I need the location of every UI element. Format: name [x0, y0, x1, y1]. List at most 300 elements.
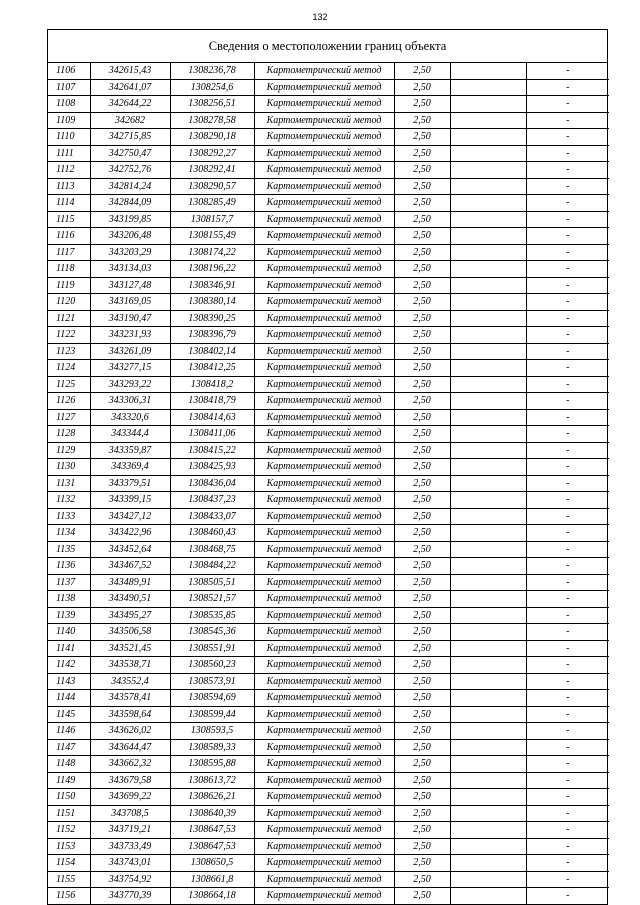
method-cell: Картометрический метод	[254, 261, 394, 278]
accuracy-cell: 2,50	[394, 640, 450, 657]
extra-cell	[450, 657, 526, 674]
description-cell: -	[526, 805, 609, 822]
y-coordinate-cell: 1308661,8	[170, 871, 254, 888]
y-coordinate-cell: 1308285,49	[170, 195, 254, 212]
method-cell: Картометрический метод	[254, 376, 394, 393]
accuracy-cell: 2,50	[394, 690, 450, 707]
description-cell: -	[526, 723, 609, 740]
method-cell: Картометрический метод	[254, 277, 394, 294]
x-coordinate-cell: 343261,09	[90, 343, 170, 360]
method-cell: Картометрический метод	[254, 558, 394, 575]
accuracy-cell: 2,50	[394, 244, 450, 261]
point-number-cell: 1154	[48, 855, 90, 872]
table-row	[48, 145, 609, 162]
point-number-cell: 1156	[48, 888, 90, 904]
description-cell: -	[526, 541, 609, 558]
extra-cell	[450, 360, 526, 377]
point-number-cell: 1155	[48, 871, 90, 888]
method-cell: Картометрический метод	[254, 343, 394, 360]
method-cell: Картометрический метод	[254, 789, 394, 806]
method-cell: Картометрический метод	[254, 855, 394, 872]
extra-cell	[450, 855, 526, 872]
table-row	[48, 888, 609, 904]
method-cell: Картометрический метод	[254, 310, 394, 327]
accuracy-cell: 2,50	[394, 805, 450, 822]
accuracy-cell: 2,50	[394, 657, 450, 674]
y-coordinate-cell: 1308433,07	[170, 508, 254, 525]
description-cell: -	[526, 624, 609, 641]
extra-cell	[450, 492, 526, 509]
table-row	[48, 541, 609, 558]
extra-cell	[450, 822, 526, 839]
description-cell: -	[526, 442, 609, 459]
extra-cell	[450, 789, 526, 806]
description-cell: -	[526, 409, 609, 426]
point-number-cell: 1109	[48, 112, 90, 129]
x-coordinate-cell: 342615,43	[90, 63, 170, 79]
extra-cell	[450, 525, 526, 542]
extra-cell	[450, 178, 526, 195]
table-row	[48, 79, 609, 96]
y-coordinate-cell: 1308664,18	[170, 888, 254, 904]
description-cell: -	[526, 343, 609, 360]
x-coordinate-cell: 342814,24	[90, 178, 170, 195]
accuracy-cell: 2,50	[394, 442, 450, 459]
extra-cell	[450, 723, 526, 740]
table-row	[48, 607, 609, 624]
y-coordinate-cell: 1308418,2	[170, 376, 254, 393]
y-coordinate-cell: 1308560,23	[170, 657, 254, 674]
table-row	[48, 459, 609, 476]
x-coordinate-cell: 343770,39	[90, 888, 170, 904]
description-cell: -	[526, 492, 609, 509]
extra-cell	[450, 63, 526, 79]
method-cell: Картометрический метод	[254, 871, 394, 888]
point-number-cell: 1106	[48, 63, 90, 79]
y-coordinate-cell: 1308437,23	[170, 492, 254, 509]
table-row	[48, 63, 609, 79]
x-coordinate-cell: 343231,93	[90, 327, 170, 344]
table-row	[48, 327, 609, 344]
table-row	[48, 739, 609, 756]
table-row	[48, 657, 609, 674]
description-cell: -	[526, 706, 609, 723]
y-coordinate-cell: 1308292,27	[170, 145, 254, 162]
method-cell: Картометрический метод	[254, 624, 394, 641]
method-cell: Картометрический метод	[254, 112, 394, 129]
point-number-cell: 1131	[48, 475, 90, 492]
y-coordinate-cell: 1308290,18	[170, 129, 254, 146]
method-cell: Картометрический метод	[254, 673, 394, 690]
extra-cell	[450, 459, 526, 476]
accuracy-cell: 2,50	[394, 376, 450, 393]
table-row	[48, 723, 609, 740]
description-cell: -	[526, 63, 609, 79]
accuracy-cell: 2,50	[394, 607, 450, 624]
x-coordinate-cell: 343467,52	[90, 558, 170, 575]
table-row	[48, 706, 609, 723]
table-row	[48, 409, 609, 426]
point-number-cell: 1134	[48, 525, 90, 542]
description-cell: -	[526, 277, 609, 294]
table-row	[48, 624, 609, 641]
x-coordinate-cell: 343306,31	[90, 393, 170, 410]
description-cell: -	[526, 244, 609, 261]
extra-cell	[450, 145, 526, 162]
accuracy-cell: 2,50	[394, 624, 450, 641]
point-number-cell: 1138	[48, 591, 90, 608]
method-cell: Картометрический метод	[254, 657, 394, 674]
extra-cell	[450, 640, 526, 657]
y-coordinate-cell: 1308256,51	[170, 96, 254, 113]
table-row	[48, 310, 609, 327]
y-coordinate-cell: 1308505,51	[170, 574, 254, 591]
method-cell: Картометрический метод	[254, 838, 394, 855]
table-row	[48, 772, 609, 789]
x-coordinate-cell: 343134,03	[90, 261, 170, 278]
method-cell: Картометрический метод	[254, 360, 394, 377]
accuracy-cell: 2,50	[394, 756, 450, 773]
table-row	[48, 492, 609, 509]
accuracy-cell: 2,50	[394, 673, 450, 690]
extra-cell	[450, 228, 526, 245]
point-number-cell: 1140	[48, 624, 90, 641]
x-coordinate-cell: 343199,85	[90, 211, 170, 228]
x-coordinate-cell: 343506,58	[90, 624, 170, 641]
y-coordinate-cell: 1308521,57	[170, 591, 254, 608]
extra-cell	[450, 756, 526, 773]
extra-cell	[450, 574, 526, 591]
accuracy-cell: 2,50	[394, 822, 450, 839]
point-number-cell: 1107	[48, 79, 90, 96]
y-coordinate-cell: 1308535,85	[170, 607, 254, 624]
description-cell: -	[526, 294, 609, 311]
point-number-cell: 1121	[48, 310, 90, 327]
method-cell: Картометрический метод	[254, 640, 394, 657]
accuracy-cell: 2,50	[394, 871, 450, 888]
x-coordinate-cell: 343662,32	[90, 756, 170, 773]
point-number-cell: 1142	[48, 657, 90, 674]
boundary-coordinates-sheet	[47, 29, 608, 905]
description-cell: -	[526, 855, 609, 872]
point-number-cell: 1127	[48, 409, 90, 426]
x-coordinate-cell: 343552,4	[90, 673, 170, 690]
y-coordinate-cell: 1308292,41	[170, 162, 254, 179]
sheet-title: Сведения о местоположении границ объекта	[48, 30, 607, 63]
method-cell: Картометрический метод	[254, 772, 394, 789]
accuracy-cell: 2,50	[394, 772, 450, 789]
point-number-cell: 1139	[48, 607, 90, 624]
extra-cell	[450, 162, 526, 179]
table-row	[48, 855, 609, 872]
y-coordinate-cell: 1308415,22	[170, 442, 254, 459]
x-coordinate-cell: 342844,09	[90, 195, 170, 212]
x-coordinate-cell: 343422,96	[90, 525, 170, 542]
table-row	[48, 129, 609, 146]
x-coordinate-cell: 343699,22	[90, 789, 170, 806]
extra-cell	[450, 376, 526, 393]
y-coordinate-cell: 1308647,53	[170, 822, 254, 839]
accuracy-cell: 2,50	[394, 63, 450, 79]
extra-cell	[450, 607, 526, 624]
x-coordinate-cell: 343578,41	[90, 690, 170, 707]
y-coordinate-cell: 1308396,79	[170, 327, 254, 344]
point-number-cell: 1129	[48, 442, 90, 459]
accuracy-cell: 2,50	[394, 706, 450, 723]
method-cell: Картометрический метод	[254, 442, 394, 459]
point-number-cell: 1137	[48, 574, 90, 591]
point-number-cell: 1120	[48, 294, 90, 311]
method-cell: Картометрический метод	[254, 822, 394, 839]
point-number-cell: 1111	[48, 145, 90, 162]
table-row	[48, 343, 609, 360]
extra-cell	[450, 624, 526, 641]
description-cell: -	[526, 376, 609, 393]
x-coordinate-cell: 343379,51	[90, 475, 170, 492]
coordinates-table	[48, 63, 609, 904]
accuracy-cell: 2,50	[394, 558, 450, 575]
point-number-cell: 1118	[48, 261, 90, 278]
description-cell: -	[526, 690, 609, 707]
table-row	[48, 805, 609, 822]
method-cell: Картометрический метод	[254, 706, 394, 723]
extra-cell	[450, 96, 526, 113]
point-number-cell: 1150	[48, 789, 90, 806]
point-number-cell: 1113	[48, 178, 90, 195]
y-coordinate-cell: 1308196,22	[170, 261, 254, 278]
x-coordinate-cell: 342752,76	[90, 162, 170, 179]
table-row	[48, 871, 609, 888]
table-row	[48, 376, 609, 393]
x-coordinate-cell: 343490,51	[90, 591, 170, 608]
method-cell: Картометрический метод	[254, 178, 394, 195]
table-row	[48, 360, 609, 377]
description-cell: -	[526, 508, 609, 525]
table-row	[48, 261, 609, 278]
description-cell: -	[526, 112, 609, 129]
method-cell: Картометрический метод	[254, 690, 394, 707]
extra-cell	[450, 310, 526, 327]
description-cell: -	[526, 178, 609, 195]
point-number-cell: 1126	[48, 393, 90, 410]
accuracy-cell: 2,50	[394, 162, 450, 179]
description-cell: -	[526, 640, 609, 657]
extra-cell	[450, 426, 526, 443]
y-coordinate-cell: 1308155,49	[170, 228, 254, 245]
description-cell: -	[526, 574, 609, 591]
y-coordinate-cell: 1308414,63	[170, 409, 254, 426]
point-number-cell: 1132	[48, 492, 90, 509]
x-coordinate-cell: 343203,29	[90, 244, 170, 261]
method-cell: Картометрический метод	[254, 426, 394, 443]
extra-cell	[450, 393, 526, 410]
extra-cell	[450, 294, 526, 311]
x-coordinate-cell: 343399,15	[90, 492, 170, 509]
y-coordinate-cell: 1308380,14	[170, 294, 254, 311]
accuracy-cell: 2,50	[394, 838, 450, 855]
table-row	[48, 426, 609, 443]
table-row	[48, 690, 609, 707]
point-number-cell: 1152	[48, 822, 90, 839]
extra-cell	[450, 211, 526, 228]
accuracy-cell: 2,50	[394, 327, 450, 344]
y-coordinate-cell: 1308640,39	[170, 805, 254, 822]
point-number-cell: 1110	[48, 129, 90, 146]
y-coordinate-cell: 1308425,93	[170, 459, 254, 476]
description-cell: -	[526, 838, 609, 855]
extra-cell	[450, 442, 526, 459]
table-row	[48, 475, 609, 492]
x-coordinate-cell: 343495,27	[90, 607, 170, 624]
accuracy-cell: 2,50	[394, 178, 450, 195]
accuracy-cell: 2,50	[394, 492, 450, 509]
table-row	[48, 112, 609, 129]
x-coordinate-cell: 343679,58	[90, 772, 170, 789]
method-cell: Картометрический метод	[254, 244, 394, 261]
y-coordinate-cell: 1308418,79	[170, 393, 254, 410]
accuracy-cell: 2,50	[394, 310, 450, 327]
point-number-cell: 1125	[48, 376, 90, 393]
description-cell: -	[526, 79, 609, 96]
y-coordinate-cell: 1308545,36	[170, 624, 254, 641]
y-coordinate-cell: 1308573,91	[170, 673, 254, 690]
accuracy-cell: 2,50	[394, 541, 450, 558]
description-cell: -	[526, 96, 609, 113]
x-coordinate-cell: 343743,01	[90, 855, 170, 872]
method-cell: Картометрический метод	[254, 162, 394, 179]
accuracy-cell: 2,50	[394, 195, 450, 212]
extra-cell	[450, 508, 526, 525]
accuracy-cell: 2,50	[394, 277, 450, 294]
method-cell: Картометрический метод	[254, 96, 394, 113]
x-coordinate-cell: 343369,4	[90, 459, 170, 476]
y-coordinate-cell: 1308613,72	[170, 772, 254, 789]
extra-cell	[450, 690, 526, 707]
y-coordinate-cell: 1308278,58	[170, 112, 254, 129]
extra-cell	[450, 558, 526, 575]
accuracy-cell: 2,50	[394, 360, 450, 377]
x-coordinate-cell: 343626,02	[90, 723, 170, 740]
method-cell: Картометрический метод	[254, 459, 394, 476]
description-cell: -	[526, 607, 609, 624]
description-cell: -	[526, 673, 609, 690]
coordinates-table-body	[48, 63, 609, 904]
method-cell: Картометрический метод	[254, 492, 394, 509]
method-cell: Картометрический метод	[254, 591, 394, 608]
extra-cell	[450, 673, 526, 690]
x-coordinate-cell: 343277,15	[90, 360, 170, 377]
description-cell: -	[526, 772, 609, 789]
table-row	[48, 789, 609, 806]
point-number-cell: 1123	[48, 343, 90, 360]
table-row	[48, 591, 609, 608]
extra-cell	[450, 591, 526, 608]
point-number-cell: 1153	[48, 838, 90, 855]
table-row	[48, 96, 609, 113]
extra-cell	[450, 327, 526, 344]
method-cell: Картометрический метод	[254, 739, 394, 756]
description-cell: -	[526, 591, 609, 608]
y-coordinate-cell: 1308157,7	[170, 211, 254, 228]
x-coordinate-cell: 342715,85	[90, 129, 170, 146]
point-number-cell: 1147	[48, 739, 90, 756]
point-number-cell: 1108	[48, 96, 90, 113]
table-row	[48, 393, 609, 410]
extra-cell	[450, 871, 526, 888]
table-row	[48, 822, 609, 839]
y-coordinate-cell: 1308402,14	[170, 343, 254, 360]
method-cell: Картометрический метод	[254, 525, 394, 542]
y-coordinate-cell: 1308647,53	[170, 838, 254, 855]
x-coordinate-cell: 342641,07	[90, 79, 170, 96]
point-number-cell: 1130	[48, 459, 90, 476]
extra-cell	[450, 706, 526, 723]
y-coordinate-cell: 1308436,04	[170, 475, 254, 492]
y-coordinate-cell: 1308484,22	[170, 558, 254, 575]
x-coordinate-cell: 343427,12	[90, 508, 170, 525]
extra-cell	[450, 244, 526, 261]
y-coordinate-cell: 1308595,88	[170, 756, 254, 773]
description-cell: -	[526, 261, 609, 278]
x-coordinate-cell: 343733,49	[90, 838, 170, 855]
x-coordinate-cell: 343320,6	[90, 409, 170, 426]
method-cell: Картометрический метод	[254, 211, 394, 228]
y-coordinate-cell: 1308468,75	[170, 541, 254, 558]
table-row	[48, 195, 609, 212]
accuracy-cell: 2,50	[394, 409, 450, 426]
accuracy-cell: 2,50	[394, 112, 450, 129]
point-number-cell: 1148	[48, 756, 90, 773]
table-row	[48, 442, 609, 459]
description-cell: -	[526, 739, 609, 756]
extra-cell	[450, 805, 526, 822]
point-number-cell: 1116	[48, 228, 90, 245]
y-coordinate-cell: 1308594,69	[170, 690, 254, 707]
extra-cell	[450, 79, 526, 96]
x-coordinate-cell: 342644,22	[90, 96, 170, 113]
table-row	[48, 228, 609, 245]
x-coordinate-cell: 343538,71	[90, 657, 170, 674]
page-number: 132	[312, 12, 328, 22]
extra-cell	[450, 838, 526, 855]
x-coordinate-cell: 343293,22	[90, 376, 170, 393]
point-number-cell: 1133	[48, 508, 90, 525]
x-coordinate-cell: 343344,4	[90, 426, 170, 443]
accuracy-cell: 2,50	[394, 855, 450, 872]
method-cell: Картометрический метод	[254, 393, 394, 410]
method-cell: Картометрический метод	[254, 145, 394, 162]
accuracy-cell: 2,50	[394, 393, 450, 410]
extra-cell	[450, 343, 526, 360]
y-coordinate-cell: 1308174,22	[170, 244, 254, 261]
method-cell: Картометрический метод	[254, 607, 394, 624]
table-row	[48, 838, 609, 855]
method-cell: Картометрический метод	[254, 228, 394, 245]
accuracy-cell: 2,50	[394, 228, 450, 245]
point-number-cell: 1151	[48, 805, 90, 822]
description-cell: -	[526, 657, 609, 674]
table-row	[48, 558, 609, 575]
method-cell: Картометрический метод	[254, 541, 394, 558]
x-coordinate-cell: 343719,21	[90, 822, 170, 839]
description-cell: -	[526, 822, 609, 839]
accuracy-cell: 2,50	[394, 211, 450, 228]
point-number-cell: 1122	[48, 327, 90, 344]
y-coordinate-cell: 1308650,5	[170, 855, 254, 872]
x-coordinate-cell: 342682	[90, 112, 170, 129]
description-cell: -	[526, 789, 609, 806]
accuracy-cell: 2,50	[394, 888, 450, 904]
